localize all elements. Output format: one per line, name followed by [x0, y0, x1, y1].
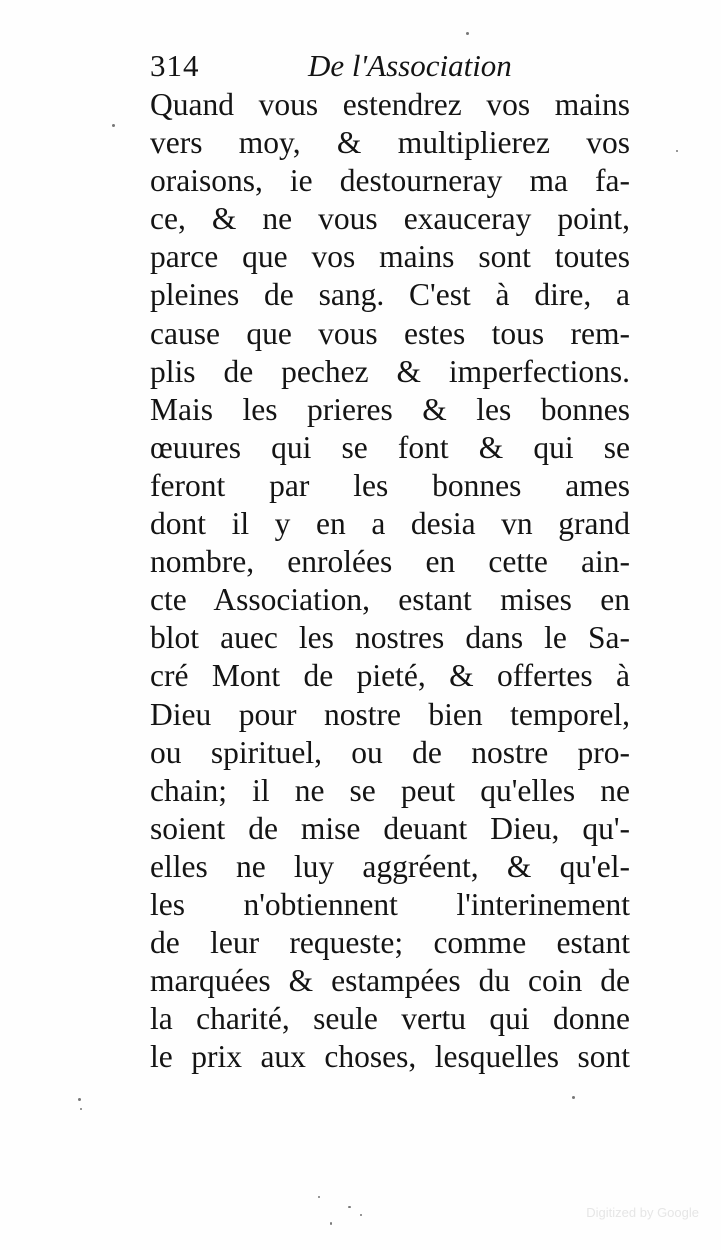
scan-speck: [318, 1196, 320, 1198]
scan-speck: [330, 1222, 332, 1225]
text-line: le prix aux choses, lesquelles sont: [150, 1039, 630, 1075]
scan-speck: [112, 124, 115, 127]
watermark: Digitized by Google: [586, 1205, 699, 1220]
scan-speck: [572, 1096, 575, 1099]
text-line: parce que vos mains sont toutes: [150, 239, 630, 275]
page-header: [150, 48, 630, 88]
text-line: plis de pechez & imperfections.: [150, 353, 630, 389]
text-line: soient de mise deuant Dieu, qu'-: [150, 810, 630, 846]
scan-speck: [676, 150, 678, 152]
text-line: Mais les prieres & les bonnes: [150, 391, 630, 427]
text-line: cause que vous estes tous rem-: [150, 315, 630, 351]
text-line: vers moy, & multiplierez vos: [150, 125, 630, 161]
running-head: De l'Association: [308, 48, 512, 83]
text-line: la charité, seule vertu qui donne: [150, 1001, 630, 1037]
text-line: chain; il ne se peut qu'elles ne: [150, 772, 630, 808]
text-line: nombre, enrolées en cette ain-: [150, 544, 630, 580]
text-line: feront par les bonnes ames: [150, 467, 630, 503]
scan-speck: [466, 32, 469, 35]
scan-speck: [360, 1214, 362, 1216]
text-line: pleines de sang. C'est à dire, a: [150, 277, 630, 313]
text-line: ou spirituel, ou de nostre pro-: [150, 734, 630, 770]
text-line: les n'obtiennent l'interinement: [150, 886, 630, 922]
text-line: dont il y en a desia vn grand: [150, 506, 630, 542]
scan-speck: [80, 1108, 82, 1110]
body-text: [150, 86, 630, 1076]
scan-speck: [348, 1206, 351, 1208]
text-line: de leur requeste; comme estant: [150, 925, 630, 961]
text-line: oraisons, ie destourneray ma fa-: [150, 163, 630, 199]
text-line: œuures qui se font & qui se: [150, 429, 630, 465]
text-line: elles ne luy aggréent, & qu'el-: [150, 848, 630, 884]
text-line: marquées & estampées du coin de: [150, 963, 630, 999]
text-line: Quand vous estendrez vos mains: [150, 87, 630, 122]
text-line: cré Mont de pieté, & offertes à: [150, 658, 630, 694]
text-line: blot auec les nostres dans le Sa-: [150, 620, 630, 656]
text-line: ce, & ne vous exauceray point,: [150, 201, 630, 237]
text-line: cte Association, estant mises en: [150, 582, 630, 618]
page-number: 314: [150, 48, 200, 83]
scan-speck: [78, 1098, 81, 1101]
text-line: Dieu pour nostre bien temporel,: [150, 696, 630, 732]
